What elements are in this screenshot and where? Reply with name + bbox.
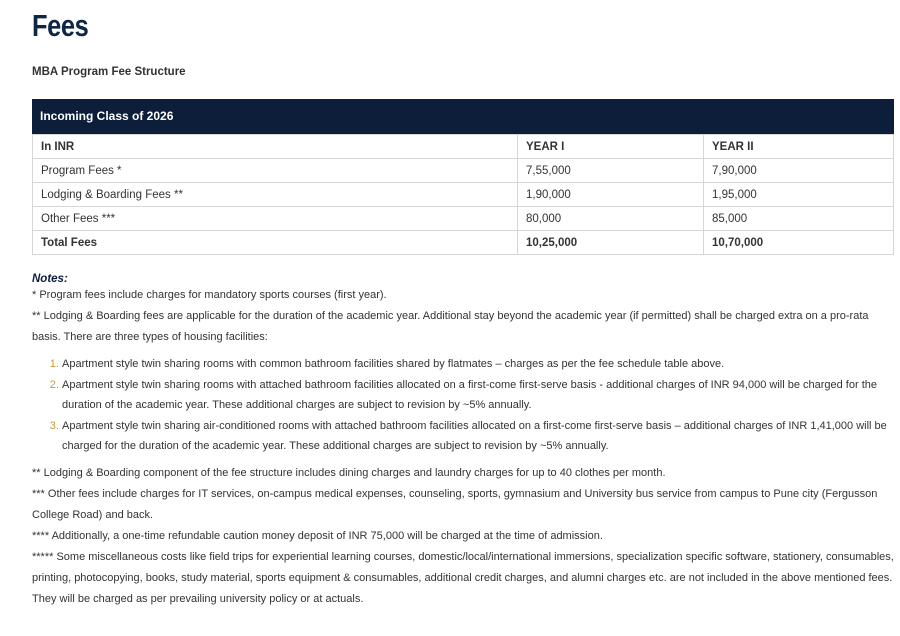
page-subtitle: MBA Program Fee Structure (32, 66, 186, 78)
header-year-2: YEAR II (704, 135, 894, 159)
total-label: Total Fees (33, 231, 518, 255)
fee-table-caption: Incoming Class of 2026 (32, 99, 894, 134)
total-year-1: 10,25,000 (518, 231, 704, 255)
fee-table (32, 99, 894, 255)
year-2-value: 7,90,000 (704, 159, 894, 183)
fee-table-header-row (33, 135, 894, 159)
footnote-lodging-component: ** Lodging & Boarding component of the fee structure includes dining charges and laundry charges for up to 40 clothes per month. (32, 466, 666, 479)
year-1-value: 80,000 (518, 207, 704, 231)
year-1-value: 1,90,000 (518, 183, 704, 207)
note-program-fees: * Program fees include charges for mandatory sports courses (first year). (32, 289, 387, 301)
row-label: Lodging & Boarding Fees ** (33, 183, 518, 207)
footnote-other-fees: *** Other fees include charges for IT services, on-campus medical expenses, counseling, sports, gymnasium and University bus service from campus to Pune city (Fergusson College Road) and back. (32, 487, 878, 521)
total-row (33, 231, 894, 255)
row-label: Program Fees * (33, 159, 518, 183)
table-row (33, 207, 894, 231)
footnote-misc-costs: ***** Some miscellaneous costs like field trips for experiential learning courses, domestic/local/international immersions, specialization specific software, stationery, consumables, printing, photocopying, books, study material, sports equipment & consumables, additional credit charges, and alumni charges etc. are not included in the above mentioned fees. They will be charged as per prevailing university policy or at actuals. (32, 550, 894, 605)
footnote-caution-deposit: **** Additionally, a one-time refundable caution money deposit of INR 75,000 will be charged at the time of admission. (32, 529, 603, 542)
header-in-inr: In INR (33, 135, 518, 159)
header-year-1: YEAR I (518, 135, 704, 159)
year-2-value: 1,95,000 (704, 183, 894, 207)
housing-types-list (32, 354, 894, 457)
year-1-value: 7,55,000 (518, 159, 704, 183)
year-2-value: 85,000 (704, 207, 894, 231)
note-lodging-fees: ** Lodging & Boarding fees are applicable for the duration of the academic year. Additional stay beyond the academic year (if permitted) shall be charged extra on a pro-rata basis. There are three types of housing facilities: (32, 310, 869, 343)
list-item: 2. Apartment style twin sharing rooms with attached bathroom facilities allocated on a first-come first-serve basis - additional charges of INR 94,000 will be charged for the duration of the academic year. These additional charges are subject to revision by ~5% annually. (62, 375, 894, 416)
table-row (33, 183, 894, 207)
row-label: Other Fees *** (33, 207, 518, 231)
list-item: 1. Apartment style twin sharing rooms with common bathroom facilities shared by flatmates – charges as per the fee schedule table above. (62, 354, 894, 375)
list-item: 3. Apartment style twin sharing air-conditioned rooms with attached bathroom facilities allocated on a first-come first-serve basis – additional charges of INR 1,41,000 will be charged for the duration of the academic year. These additional charges are subject to revision by ~5% annually. (62, 416, 894, 457)
page-title: Fees (32, 8, 89, 43)
total-year-2: 10,70,000 (704, 231, 894, 255)
notes-heading: Notes: (32, 273, 68, 285)
table-row (33, 159, 894, 183)
